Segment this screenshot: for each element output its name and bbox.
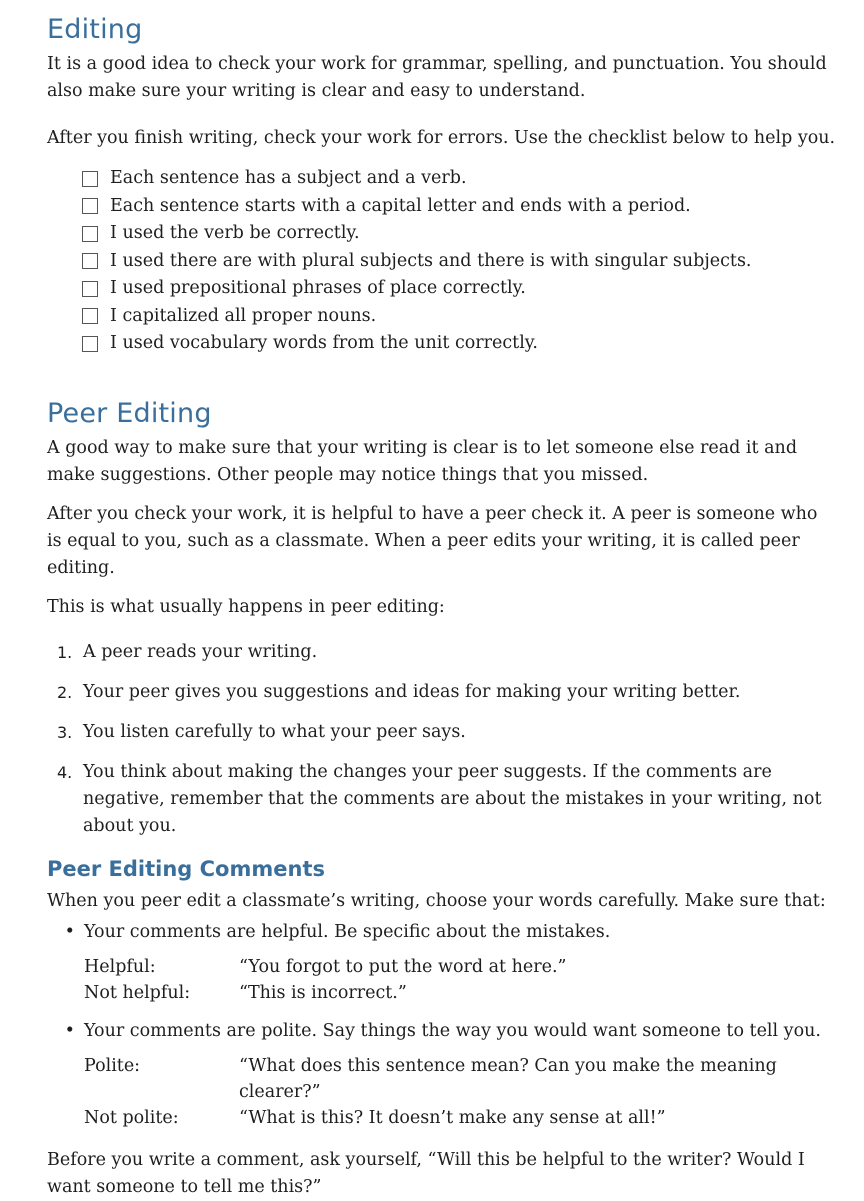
checklist-item-label: I capitalized all proper nouns. [110, 305, 377, 326]
checklist-item[interactable] [82, 303, 837, 331]
bullet-item [47, 1018, 837, 1045]
step-number: 2. [57, 682, 73, 702]
example-quote: “What is this? It doesn’t make any sense at all!” [239, 1107, 666, 1128]
checklist-item-label: I used vocabulary words from the unit correctly. [110, 333, 538, 354]
step-item [47, 759, 837, 840]
checklist-item[interactable] [82, 193, 837, 221]
checkbox-icon[interactable] [82, 171, 98, 187]
example-row [84, 1105, 837, 1131]
checklist-item[interactable] [82, 165, 837, 193]
textbook-page [47, 12, 837, 1201]
editing-instruction: After you finish writing, check your work for errors. Use the checklist below to help you. [47, 128, 836, 148]
checklist-item-label: Each sentence starts with a capital letter and ends with a period. [110, 195, 691, 216]
checkbox-icon[interactable] [82, 308, 98, 324]
comments-bullets [47, 919, 837, 946]
checkbox-icon[interactable] [82, 281, 98, 297]
step-text: Your peer gives you suggestions and ideas for making your writing better. [83, 681, 741, 702]
step-number: 1. [57, 642, 73, 662]
editing-intro: It is a good idea to check your work for grammar, spelling, and punctuation. You should also make sure your writing is clear and easy to understand. [47, 54, 827, 101]
checklist-item[interactable] [82, 275, 837, 303]
checkbox-icon[interactable] [82, 226, 98, 242]
checkbox-icon[interactable] [82, 336, 98, 352]
comments-intro: When you peer edit a classmate’s writing, choose your words carefully. Make sure that: [47, 890, 826, 911]
peer-editing-comments-heading: Peer Editing Comments [47, 856, 325, 881]
checkbox-icon[interactable] [82, 253, 98, 269]
editing-checklist [47, 165, 837, 358]
bullet-icon: • [64, 921, 75, 942]
bullet-icon: • [64, 1020, 75, 1041]
step-item [47, 679, 837, 706]
comments-closing: Before you write a comment, ask yourself, “Will this be helpful to the writer? Would I want someone to tell me this?” [47, 1149, 805, 1197]
helpful-examples [84, 954, 837, 1006]
example-quote: “You forgot to put the word at here.” [239, 956, 567, 977]
checklist-item[interactable] [82, 248, 837, 276]
checklist-item[interactable] [82, 220, 837, 248]
step-number: 4. [57, 762, 73, 782]
checklist-item-label: I used there are with plural subjects and there is with singular subjects. [110, 250, 752, 271]
polite-examples [84, 1053, 837, 1131]
example-row [84, 980, 837, 1006]
step-item [47, 719, 837, 746]
step-number: 3. [57, 722, 73, 742]
example-quote: “This is incorrect.” [239, 982, 407, 1003]
bullet-text: Your comments are polite. Say things the way you would want someone to tell you. [84, 1020, 821, 1041]
peer-editing-para-1: A good way to make sure that your writing is clear is to let someone else read it and make suggestions. Other people may notice things that you missed. [47, 437, 798, 485]
example-quote: “What does this sentence mean? Can you make the meaning clearer?” [239, 1055, 777, 1102]
peer-editing-para-2: After you check your work, it is helpful to have a peer check it. A peer is someone who is equal to you, such as a classmate. When a peer edits your writing, it is called peer editing. [47, 503, 818, 578]
example-label: Helpful: [84, 956, 156, 977]
example-label: Not helpful: [84, 982, 191, 1003]
bullet-item [47, 919, 837, 946]
peer-editing-heading: Peer Editing [47, 397, 212, 429]
peer-editing-steps [47, 639, 837, 840]
step-item [47, 639, 837, 666]
step-text: A peer reads your writing. [83, 641, 318, 662]
comments-bullets [47, 1018, 837, 1045]
step-text: You think about making the changes your peer suggests. If the comments are negative, remember that the comments are about the mistakes in your writing, not about you. [83, 761, 822, 836]
checkbox-icon[interactable] [82, 198, 98, 214]
step-text: You listen carefully to what your peer says. [83, 721, 466, 742]
bullet-text: Your comments are helpful. Be specific about the mistakes. [84, 921, 611, 942]
example-row [84, 1053, 837, 1105]
example-label: Polite: [84, 1055, 141, 1076]
checklist-item-label: Each sentence has a subject and a verb. [110, 168, 467, 189]
peer-editing-para-3: This is what usually happens in peer editing: [47, 596, 445, 617]
checklist-item[interactable] [82, 330, 837, 358]
checklist-item-label: I used prepositional phrases of place correctly. [110, 278, 526, 299]
checklist-item-label: I used the verb be correctly. [110, 223, 360, 244]
editing-heading: Editing [47, 14, 143, 45]
example-label: Not polite: [84, 1107, 179, 1128]
example-row [84, 954, 837, 980]
